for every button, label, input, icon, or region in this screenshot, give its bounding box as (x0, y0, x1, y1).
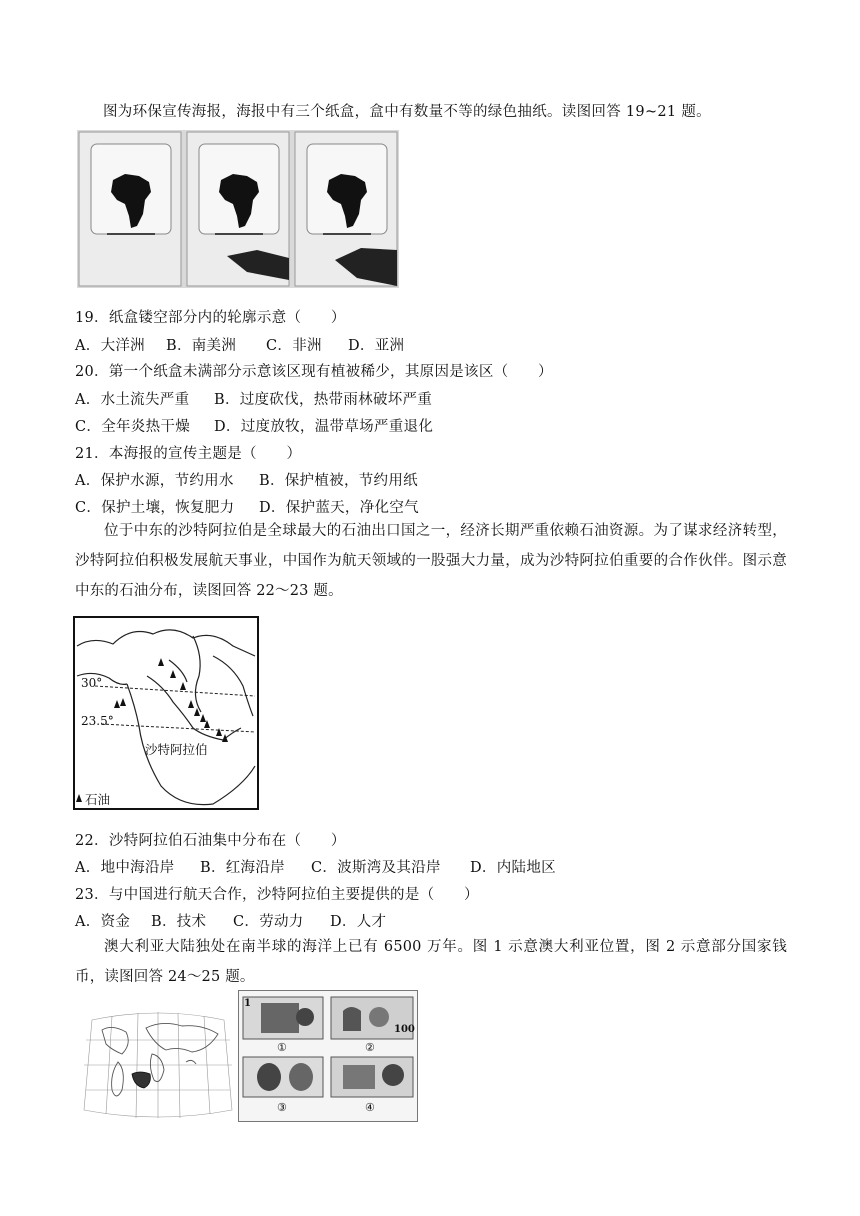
q23-stem: 23．与中国进行航天合作，沙特阿拉伯主要提供的是（ ） (75, 887, 479, 903)
q19-option-a[interactable]: A．大洋洲 (75, 338, 145, 354)
q22-stem: 22．沙特阿拉伯石油集中分布在（ ） (75, 833, 346, 849)
q22-option-d[interactable]: D．内陆地区 (470, 860, 556, 876)
banknotes-drawing (239, 991, 417, 1121)
note1-value: 1 (244, 998, 251, 1009)
poster-photo (77, 130, 399, 288)
q22-option-a[interactable]: A．地中海沿岸 (75, 860, 175, 876)
q19-stem: 19．纸盒镂空部分内的轮廓示意（ ） (75, 310, 346, 326)
q22-option-c[interactable]: C．波斯湾及其沿岸 (311, 860, 441, 876)
q21-option-b[interactable]: B．保护植被，节约用纸 (259, 473, 418, 489)
legend-oil-label: 石油 (85, 792, 111, 807)
map-drawing (73, 616, 259, 810)
q19-option-c[interactable]: C．非洲 (266, 338, 322, 354)
q21-option-c[interactable]: C．保护土壤，恢复肥力 (75, 500, 235, 516)
q20-option-a[interactable]: A．水土流失严重 (75, 392, 190, 408)
country-label: 沙特阿拉伯 (145, 742, 208, 757)
note-label-4: ④ (365, 1101, 375, 1114)
intro-22-23: 位于中东的沙特阿拉伯是全球最大的石油出口国之一，经济长期严重依赖石油资源。为了谋求经济转型，沙特阿拉伯积极发展航天事业，中国作为航天领域的一股强大力量，成为沙特阿拉伯重要的合作伙伴。图示意中东的石油分布，读图回答 22～23 题。 (75, 523, 787, 599)
lat-23-label: 23.5° (81, 714, 114, 728)
lat-30-label: 30° (81, 676, 103, 690)
q22-option-b[interactable]: B．红海沿岸 (200, 860, 285, 876)
australia-highlight (132, 1072, 150, 1088)
middle-east-oil-map (73, 616, 259, 810)
q23-option-b[interactable]: B．技术 (151, 914, 207, 930)
q21-option-a[interactable]: A．保护水源，节约用水 (75, 473, 234, 489)
q20-option-c[interactable]: C．全年炎热干燥 (75, 419, 190, 435)
q23-option-d[interactable]: D．人才 (330, 914, 387, 930)
q19-option-d[interactable]: D．亚洲 (348, 338, 405, 354)
note-label-3: ③ (277, 1101, 287, 1114)
tissue-boxes-image (77, 130, 399, 288)
australia-world-map (82, 1010, 234, 1120)
banknotes-figure (238, 990, 418, 1122)
q21-stem: 21．本海报的宣传主题是（ ） (75, 446, 302, 462)
q20-option-b[interactable]: B．过度砍伐，热带雨林破坏严重 (214, 392, 433, 408)
world-map-drawing (82, 1010, 234, 1120)
q23-option-c[interactable]: C．劳动力 (233, 914, 304, 930)
note-label-2: ② (365, 1041, 375, 1054)
q20-option-d[interactable]: D．过度放牧，温带草场严重退化 (214, 419, 434, 435)
q20-stem: 20．第一个纸盒未满部分示意该区现有植被稀少，其原因是该区（ ） (75, 364, 553, 380)
q21-option-d[interactable]: D．保护蓝天，净化空气 (259, 500, 419, 516)
q19-option-b[interactable]: B．南美洲 (166, 338, 237, 354)
q23-option-a[interactable]: A．资金 (75, 914, 131, 930)
note-label-1: ① (277, 1041, 287, 1054)
note2-value: 100 (394, 1024, 415, 1035)
intro-24-25: 澳大利亚大陆独处在南半球的海洋上已有 6500 万年。图 1 示意澳大利亚位置，图 2 示意部分国家钱币，读图回答 24～25 题。 (75, 939, 787, 985)
intro-19-21: 图为环保宣传海报，海报中有三个纸盒，盒中有数量不等的绿色抽纸。读图回答 19~21 题。 (103, 104, 711, 120)
